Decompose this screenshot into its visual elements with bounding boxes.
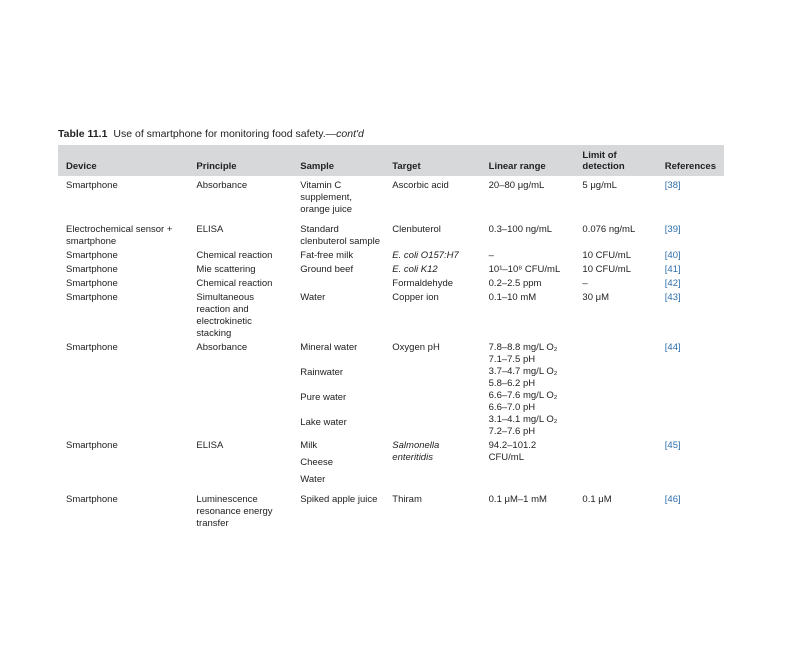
table-row: Smartphone Luminescence resonance energy transfer Spiked apple juice Thiram 0.1 μM–1 mM 0.1 μM [46]: [58, 494, 724, 530]
reference-link[interactable]: [41]: [664, 264, 681, 275]
table-row: Smartphone Mie scattering Ground beef E. coli K12 10¹–10⁸ CFU/mL 10 CFU/mL [41]: [58, 264, 724, 276]
header-references: References: [657, 145, 724, 176]
table-row: Smartphone Absorbance Vitamin C supplement, orange juice Ascorbic acid 20–80 μg/mL 5 μg/mL [38]: [58, 180, 724, 216]
reference-link[interactable]: [39]: [664, 224, 681, 235]
table-row: Smartphone Absorbance Mineral water Rainwater Pure water Lake water Oxygen pH 7.8–8.8 mg/L O₂ 7.1–7.5 pH 3.7–4.7 mg/L O₂ 5.8–6.2 pH 6.6–7.6 mg/L O₂ 6.6–7.0 pH 3.1–4.1 mg/L O₂ 7.2–7.6 pH [44]: [58, 342, 724, 438]
reference-link[interactable]: [38]: [664, 180, 681, 191]
header-device: Device: [58, 145, 188, 176]
reference-link[interactable]: [45]: [664, 440, 681, 451]
table-row: Smartphone ELISA Milk Cheese Water Salmonella enteritidis 94.2–101.2 CFU/mL [45]: [58, 440, 724, 486]
reference-link[interactable]: [46]: [664, 494, 681, 505]
table-label: Table 11.1: [58, 128, 108, 140]
table-title-suffix: —cont'd: [325, 128, 364, 140]
header-linear-range: Linear range: [481, 145, 575, 176]
table-row: Smartphone Chemical reaction Formaldehyde 0.2–2.5 ppm – [42]: [58, 278, 724, 290]
header-target: Target: [384, 145, 480, 176]
table-row: Smartphone Chemical reaction Fat-free milk E. coli O157:H7 – 10 CFU/mL [40]: [58, 250, 724, 262]
reference-link[interactable]: [42]: [664, 278, 681, 289]
header-principle: Principle: [188, 145, 292, 176]
table-caption: [58, 128, 364, 140]
header-sample: Sample: [292, 145, 384, 176]
table-header-row: [58, 145, 724, 176]
header-limit-of-detection: Limit of detection: [574, 145, 656, 176]
reference-link[interactable]: [43]: [664, 292, 681, 303]
table-title: Use of smartphone for monitoring food safety.: [113, 128, 326, 140]
table-row: Smartphone Simultaneous reaction and electrokinetic stacking Water Copper ion 0.1–10 mM 30 μM [43]: [58, 292, 724, 340]
table-row: Electrochemical sensor + smartphone ELISA Standard clenbuterol sample Clenbuterol 0.3–100 ng/mL 0.076 ng/mL [39]: [58, 224, 724, 248]
reference-link[interactable]: [40]: [664, 250, 681, 261]
food-safety-table: [58, 145, 724, 530]
reference-link[interactable]: [44]: [664, 342, 681, 353]
